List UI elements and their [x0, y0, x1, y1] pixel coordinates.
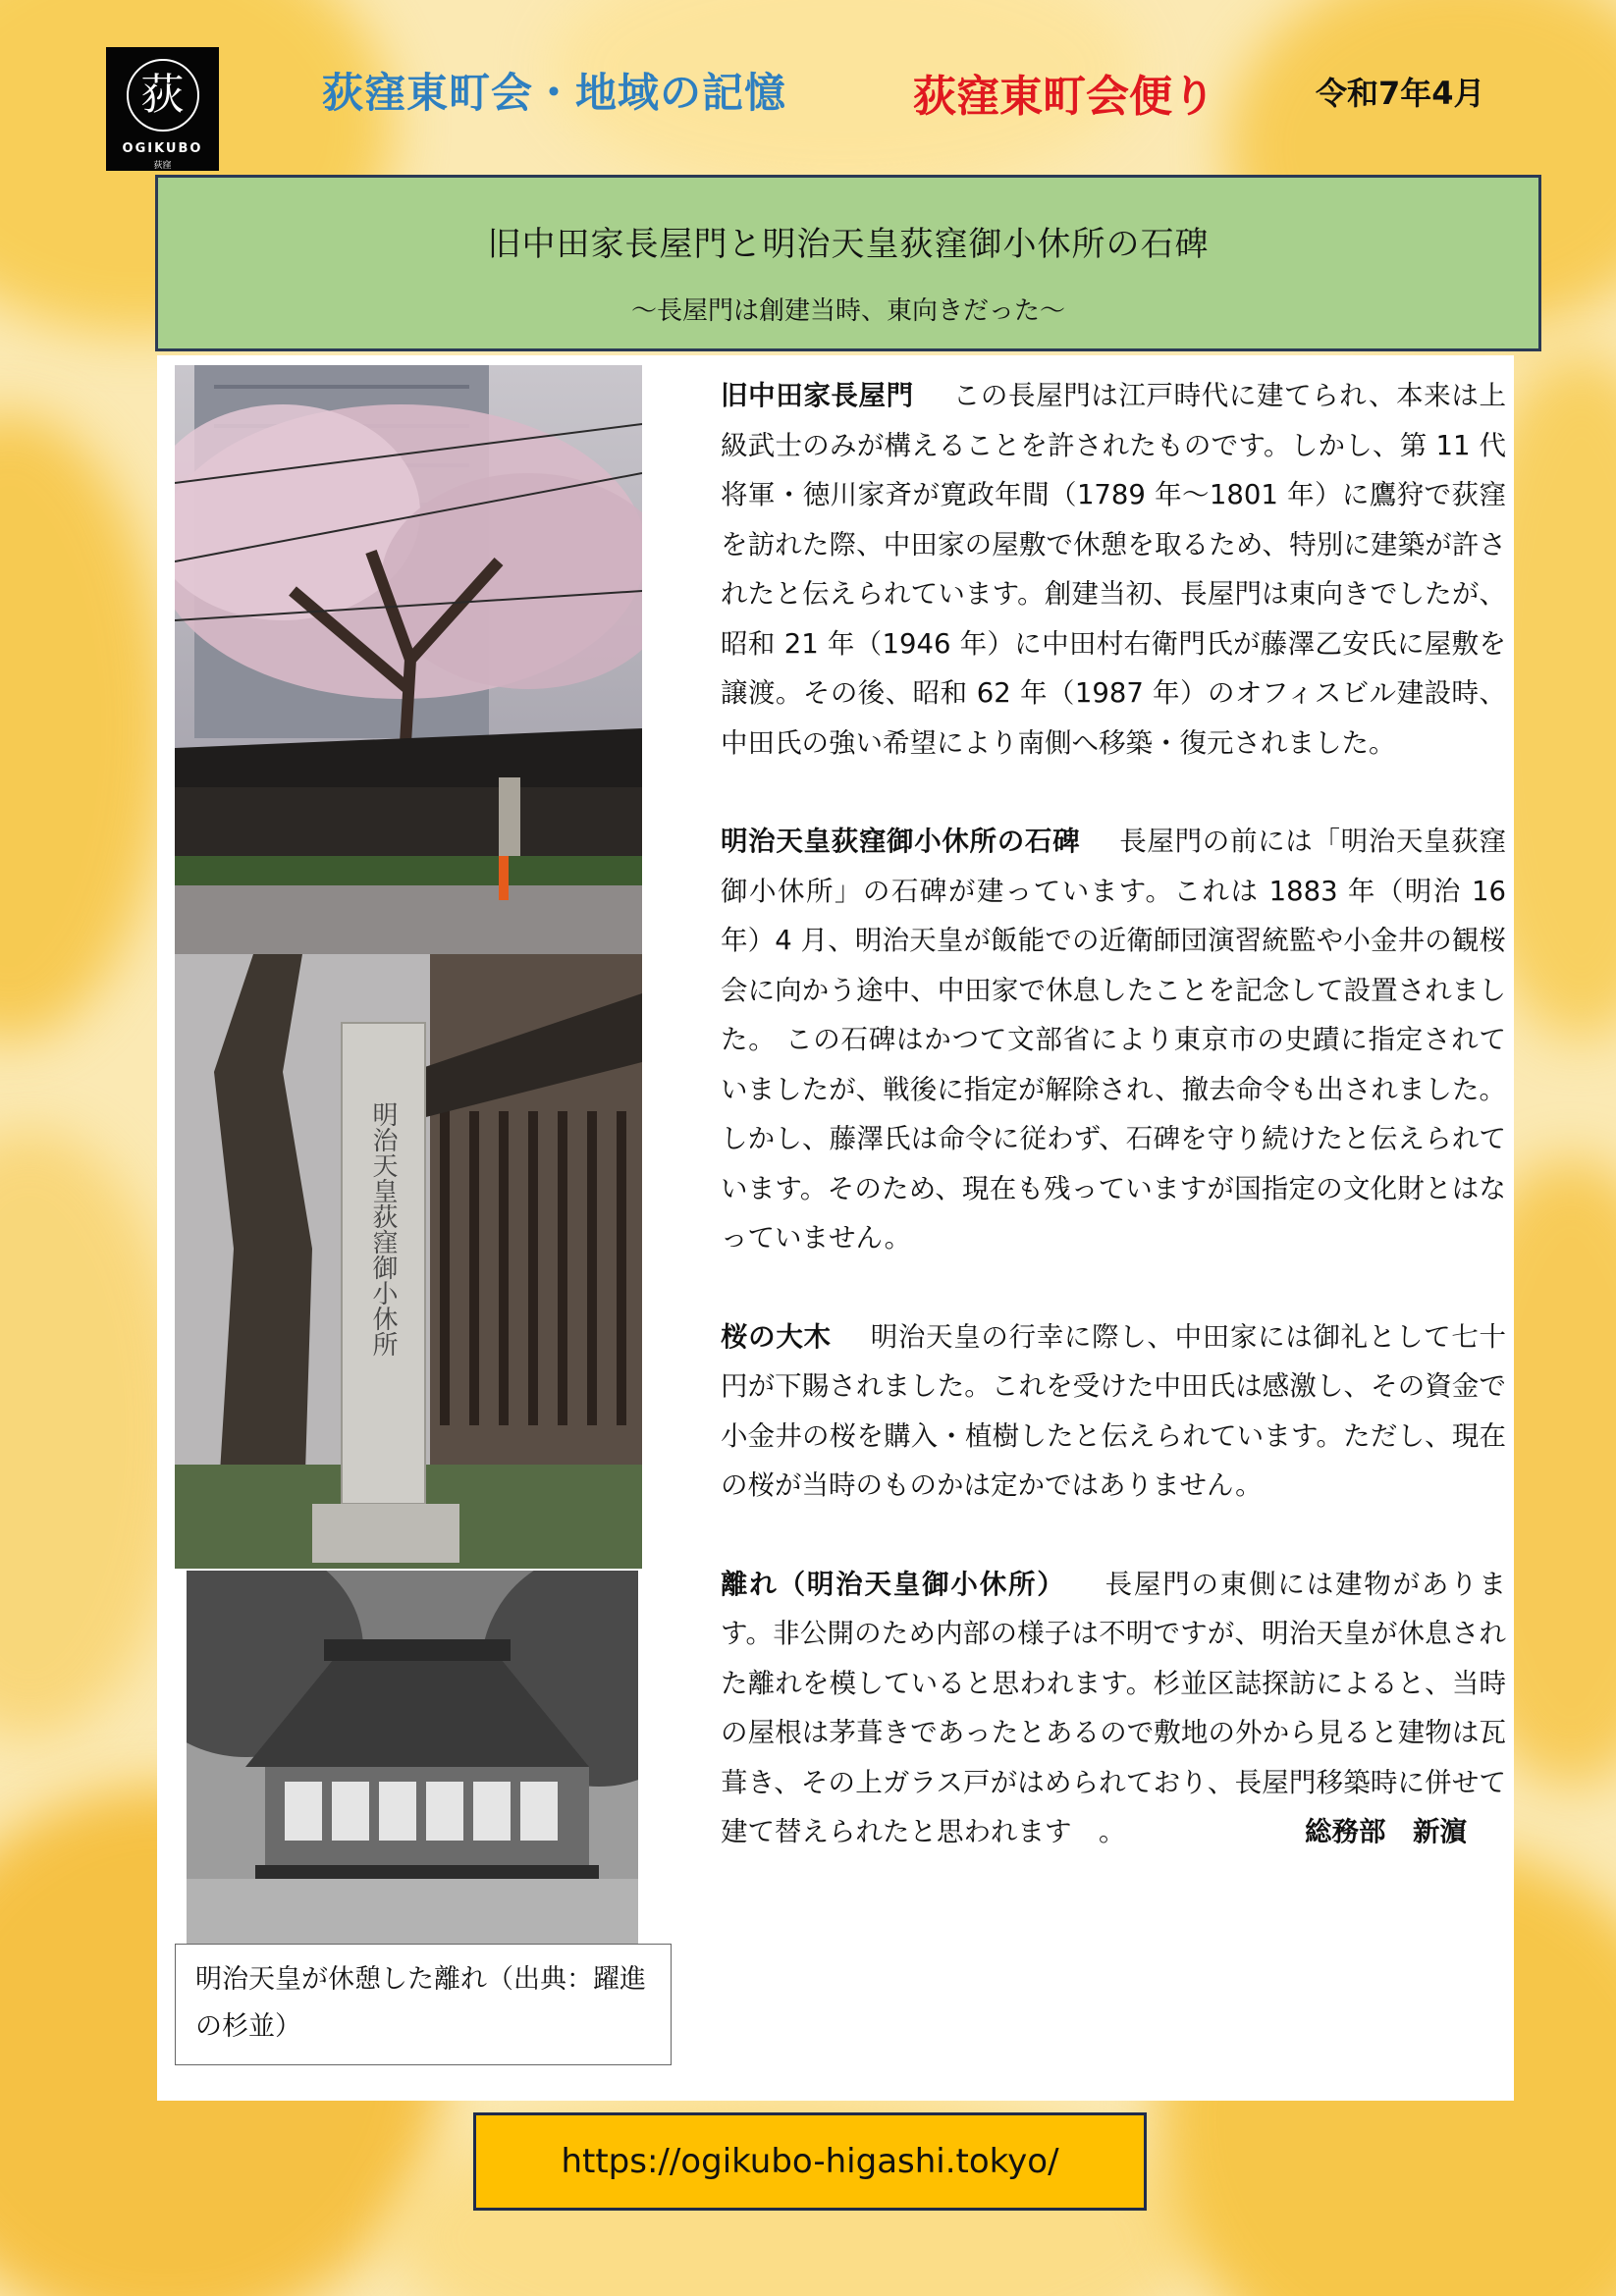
section-heading: 離れ（明治天皇御小休所）	[721, 1568, 1066, 1600]
article-title: 旧中田家長屋門と明治天皇荻窪御小休所の石碑	[487, 225, 1210, 264]
section-nagayamon	[721, 371, 1506, 768]
newsletter-name: 荻窪東町会便り	[913, 72, 1215, 122]
article-title-box	[155, 175, 1541, 351]
section-heading: 桜の大木	[721, 1320, 832, 1353]
article-body	[721, 371, 1506, 1857]
ogikubo-logo	[106, 47, 219, 171]
newsletter-series-title: 荻窪東町会・地域の記憶	[322, 69, 787, 117]
section-cherry-tree	[721, 1312, 1506, 1511]
logo-kanji: 荻	[127, 59, 199, 132]
section-monument	[721, 817, 1506, 1263]
cherry-blossom-gate-photo	[175, 365, 642, 954]
author-signature: 総務部 新濵	[1305, 1816, 1467, 1847]
website-url-box[interactable]	[473, 2112, 1147, 2211]
section-heading: 明治天皇荻窪御小休所の石碑	[721, 826, 1081, 857]
article-subtitle: 〜長屋門は創建当時、東向きだった〜	[630, 296, 1065, 326]
issue-date: 令和7年4月	[1316, 75, 1485, 112]
logo-text-en: OGIKUBO	[122, 141, 203, 156]
website-url-link[interactable]: https://ogikubo-higashi.tokyo/	[561, 2142, 1059, 2181]
monument-inscription: 明治天皇荻窪御小休所	[368, 1101, 398, 1357]
section-text: 明治天皇の行幸に際し、中田家には御礼として七十円が下賜されました。これを受けた中田氏は感激し、その資金で小金井の桜を購入・植樹したと伝えられています。ただし、現在の桜が当時のものかは定かではありません。	[721, 1320, 1507, 1501]
logo-text-ja: 荻窪	[153, 161, 172, 171]
section-text: 長屋門の前には「明治天皇荻窪御小休所」の石碑が建っています。これは 1883 年（明治 16 年）4 月、明治天皇が飯能での近衛師団演習統監や小金井の観桜会に向かう途中、中田家で休息したことを記念して設置されました。 この石碑はかつて文部省により東京市の史蹟に指定されていましたが、戦後に指定が解除され、撤去命令も出されました。しかし、藤澤氏は命令に従わず、石碑を守り続けたと伝えられています。そのため、現在も残っていますが国指定の文化財とはなっていません。	[721, 826, 1506, 1254]
section-text: 長屋門の東側には建物があります。非公開のため内部の様子は不明ですが、明治天皇が休息された離れを模していると思われます。杉並区誌探訪によると、当時の屋根は茅葺きであったとあるので敷地の外から見ると建物は瓦葺き、その上ガラス戸がはめられており、長屋門移築時に併せて建て替えられたと思われます 。	[721, 1568, 1507, 1847]
stone-monument-photo	[175, 954, 642, 1569]
photo-caption: 明治天皇が休憩した離れ（出典：躍進の杉並）	[175, 1944, 672, 2065]
section-hanare	[721, 1560, 1506, 1857]
section-heading: 旧中田家長屋門	[721, 380, 914, 411]
section-text: この長屋門は江戸時代に建てられ、本来は上級武士のみが構えることを許されたものです。しかし、第 11 代将軍・徳川家斉が寛政年間（1789 年〜1801 年）に鷹狩で荻窪を訪れた際、中田家の屋敷で休憩を取るため、特別に建築が許されたと伝えられています。創建当初、長屋門は東向きでしたが、昭和 21 年（1946 年）に中田村右衛門氏が藤澤乙安氏に屋敷を譲渡。その後、昭和 62 年（1987 年）のオフィスビル建設時、中田氏の強い希望により南側へ移築・復元されました。	[721, 380, 1506, 759]
historical-hanare-photo	[187, 1571, 638, 1948]
